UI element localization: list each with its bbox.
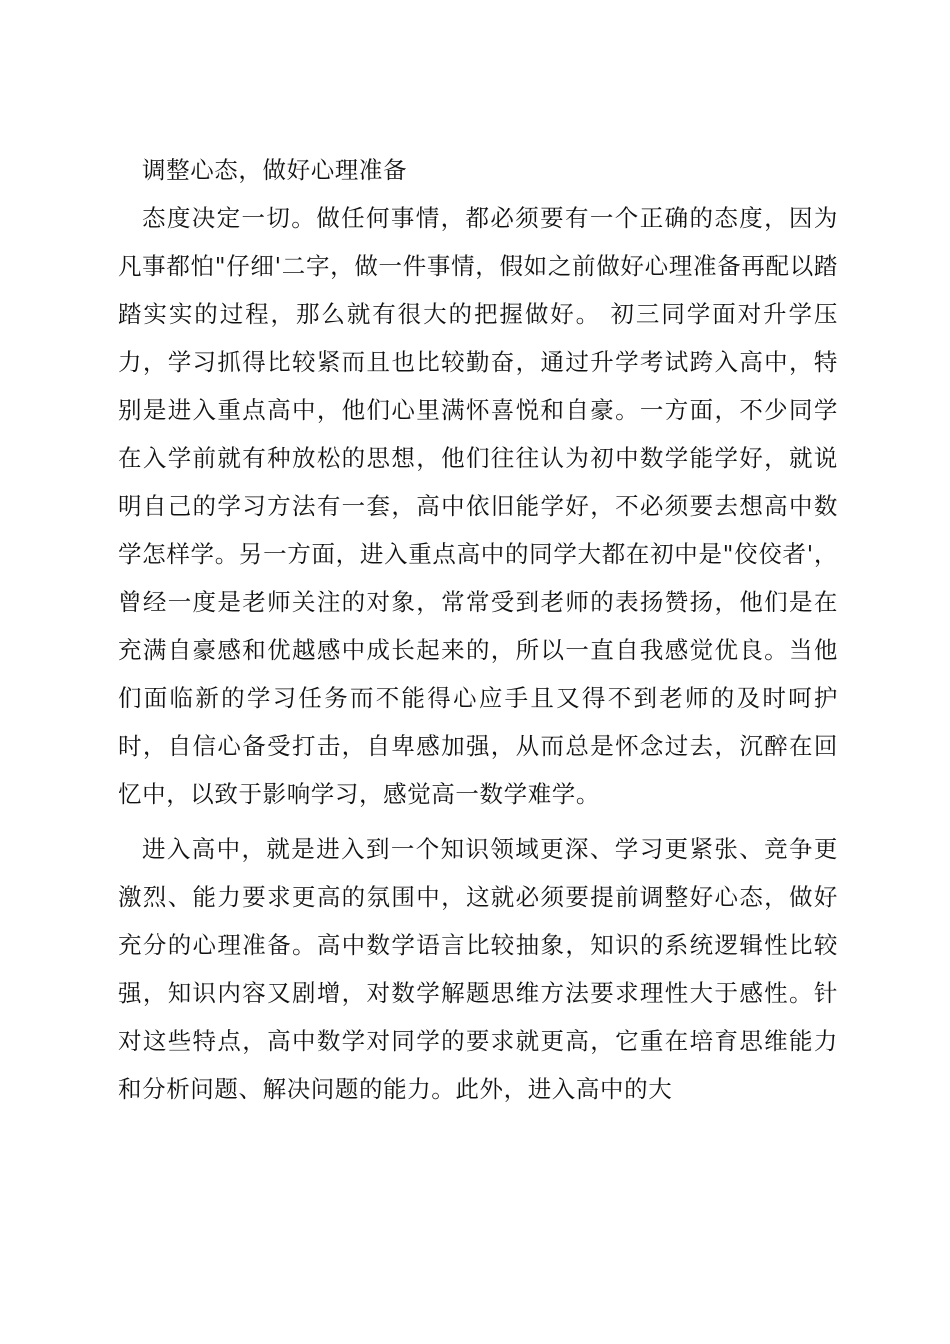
section-heading: 调整心态，做好心理准备 (142, 156, 408, 184)
paragraph-1: 态度决定一切。做任何事情，都必须要有一个正确的态度，因为凡事都怕"仔细'二字，做一件事情，假如之前做好心理准备再配以踏踏实实的过程，那么就有很大的把握做好。 初三同学面对升学压力，学习抓得比较紧而且也比较勤奋，通过升学考试跨入高中，特别是进入重点高中，他们心里满怀喜悦和自豪。一方面，不少同学在入学前就有种放松的思想，他们往往认为初中数学能学好，就说明自己的学习方法有一套，高中依旧能学好，不必须要去想高中数学怎样学。另一方面，进入重点高中的同学大都在初中是"佼佼者'，曾经一度是老师关注的对象，常常受到老师的表扬赞扬，他们是在充满自豪感和优越感中成长起来的，所以一直自我感觉优良。当他们面临新的学习任务而不能得心应手且又得不到老师的及时呵护时，自信心备受打击，自卑感加强，从而总是怀念过去，沉醉在回忆中，以致于影响学习，感觉高一数学难学。 (118, 204, 838, 808)
paragraph-2: 进入高中，就是进入到一个知识领域更深、学习更紧张、竞争更激烈、能力要求更高的氛围中，这就必须要提前调整好心态，做好充分的心理准备。高中数学语言比较抽象，知识的系统逻辑性比较强，知识内容又剧增，对数学解题思维方法要求理性大于感性。针对这些特点，高中数学对同学的要求就更高，它重在培育思维能力和分析问题、解决问题的能力。此外，进入高中的大 (118, 835, 838, 1103)
document-body (118, 146, 838, 1120)
